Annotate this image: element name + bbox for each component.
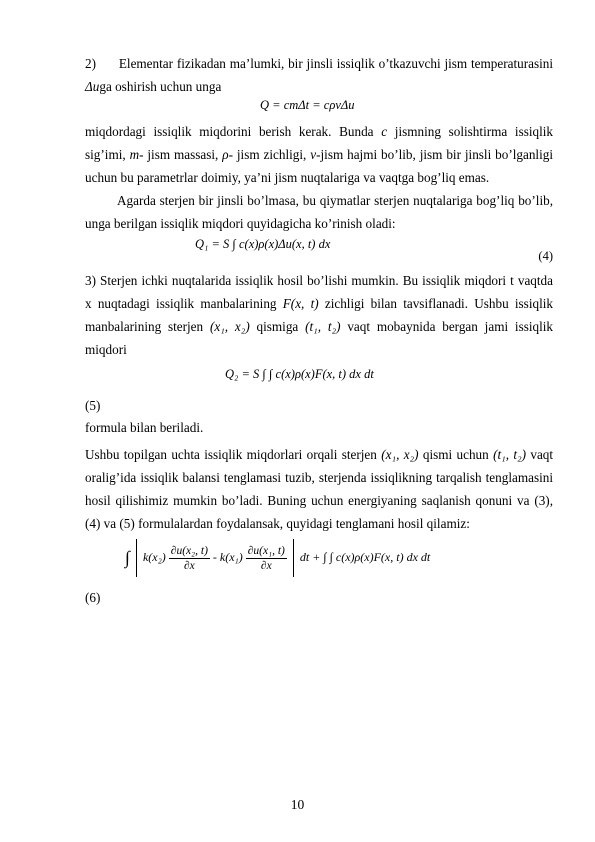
equation-6-k1: k(x₁) <box>219 549 243 564</box>
math-c: c <box>381 124 388 139</box>
page-number: 10 <box>290 797 305 812</box>
math-interval-x: (x₁, x₂) <box>209 319 250 334</box>
paragraph-text: zichligi bilan tavsiflanadi. Ushbu issiqlik manbalarining sterjen <box>85 296 553 334</box>
equation-4-number: (4) <box>538 249 553 263</box>
paragraph-text: qismiga <box>256 319 299 334</box>
math-interval-t: (t₁, t₂) <box>493 447 527 462</box>
paragraph-text: ga oshirish uchun unga <box>99 79 222 94</box>
paragraph-text: 3) Sterjen ichki nuqtalarida issiqlik hosil bo’lishi mumkin. Bu issiqlik miqdori t vaqtda x nuqtadagi issiqlik manbalarining <box>85 273 553 311</box>
equation-4-formula: Q₁ = S ∫ c(x)ρ(x)Δu(x, t) dx <box>195 237 331 251</box>
equation-q <box>85 98 553 120</box>
paragraph-text: miqdordagi issiqlik miqdorini berish kerak. Bunda <box>85 124 374 139</box>
math-interval-x: (x₁, x₂) <box>381 447 419 462</box>
paragraph-text: vaqt oralig’ida issiqlik balansi tenglamasi tuzib, sterjenda issiqlikning tarqalish tenglamasini hosil qilishimiz mumkin bo’ladi. Buning uchun energiyaning saqlanish qonuni va (3), (4) va (5) formulalardan foydalansak, quyidagi tenglamani hosil qilamiz: <box>85 447 554 531</box>
paragraph-heat-sources <box>85 269 553 361</box>
document-body <box>85 52 553 609</box>
equation-6-formula <box>125 539 430 577</box>
equation-4 <box>85 235 553 269</box>
paragraph-balance <box>85 443 553 535</box>
bracket-right <box>293 539 294 577</box>
fraction-du-x1: $\frac{\text{∂u(x₁, t)}}{\partial x}$ <box>247 544 285 572</box>
equation-6-number: (6) <box>85 590 101 605</box>
equation-6 <box>85 537 553 587</box>
bracket-left <box>136 539 137 577</box>
paragraph-text: jismning solishtirma issiqlik sig’imi, <box>85 124 554 162</box>
paragraph-heat-elementary <box>85 52 553 98</box>
paragraph-text: - jism zichligi, <box>228 147 307 162</box>
paragraph-formula-given: formula bilan beriladi. <box>85 420 204 435</box>
math-m: m <box>129 147 140 162</box>
equation-q-formula: Q = cmΔt = cρvΔu <box>260 98 355 112</box>
equation-6-tail: dt + ∫ ∫ c(x)ρ(x)F(x, t) dx dt <box>299 549 431 564</box>
paragraph-text: vaqt mobaynida bergan jami issiqlik miqdori <box>85 319 554 357</box>
math-interval-t: (t₁, t₂) <box>305 319 341 334</box>
equation-6-minus: - <box>212 549 217 564</box>
paragraph-nonhomogeneous <box>85 189 553 235</box>
paragraph-text: Ushbu topilgan uchta issiqlik miqdorlari orqali sterjen <box>85 447 377 462</box>
math-v: v <box>310 147 317 162</box>
paragraph-text: -jism hajmi bo’lib, jism bir jinsli bo’lganligi uchun bu parametrlar doimiy, ya’ni jism nuqtalariga va vaqtga bog’liq emas. <box>85 147 554 185</box>
integral-sign: ∫ <box>125 547 130 568</box>
paragraph-text: qismi uchun <box>422 447 489 462</box>
item-number-2: 2) <box>85 56 96 71</box>
equation-5-formula: Q₂ = S ∫ ∫ c(x)ρ(x)F(x, t) dx dt <box>225 367 374 381</box>
paragraph-definitions <box>85 120 553 189</box>
equation-6-k2: k(x₂) <box>142 549 166 564</box>
paragraph-text: - jism massasi, <box>139 147 219 162</box>
equation-5 <box>85 361 553 395</box>
math-delta-u: Δu <box>85 79 100 94</box>
paragraph-text: Agarda sterjen bir jinsli bo’lmasa, bu qiymatlar sterjen nuqtalariga bog’liq bo’lib, unga berilgan issiqlik miqdori quyidagicha ko’rinish oladi: <box>85 193 553 231</box>
math-F: F(x, t) <box>282 296 319 311</box>
paragraph-text: Elementar fizikadan ma’lumki, bir jinsli issiqlik o’tkazuvchi jism temperaturasini <box>118 56 553 71</box>
fraction-du-x2: $\frac{\text{∂u(x₂, t)}}{\partial x}$ <box>170 544 208 572</box>
equation-5-number: (5) <box>85 398 101 413</box>
math-rho: ρ <box>222 147 229 162</box>
